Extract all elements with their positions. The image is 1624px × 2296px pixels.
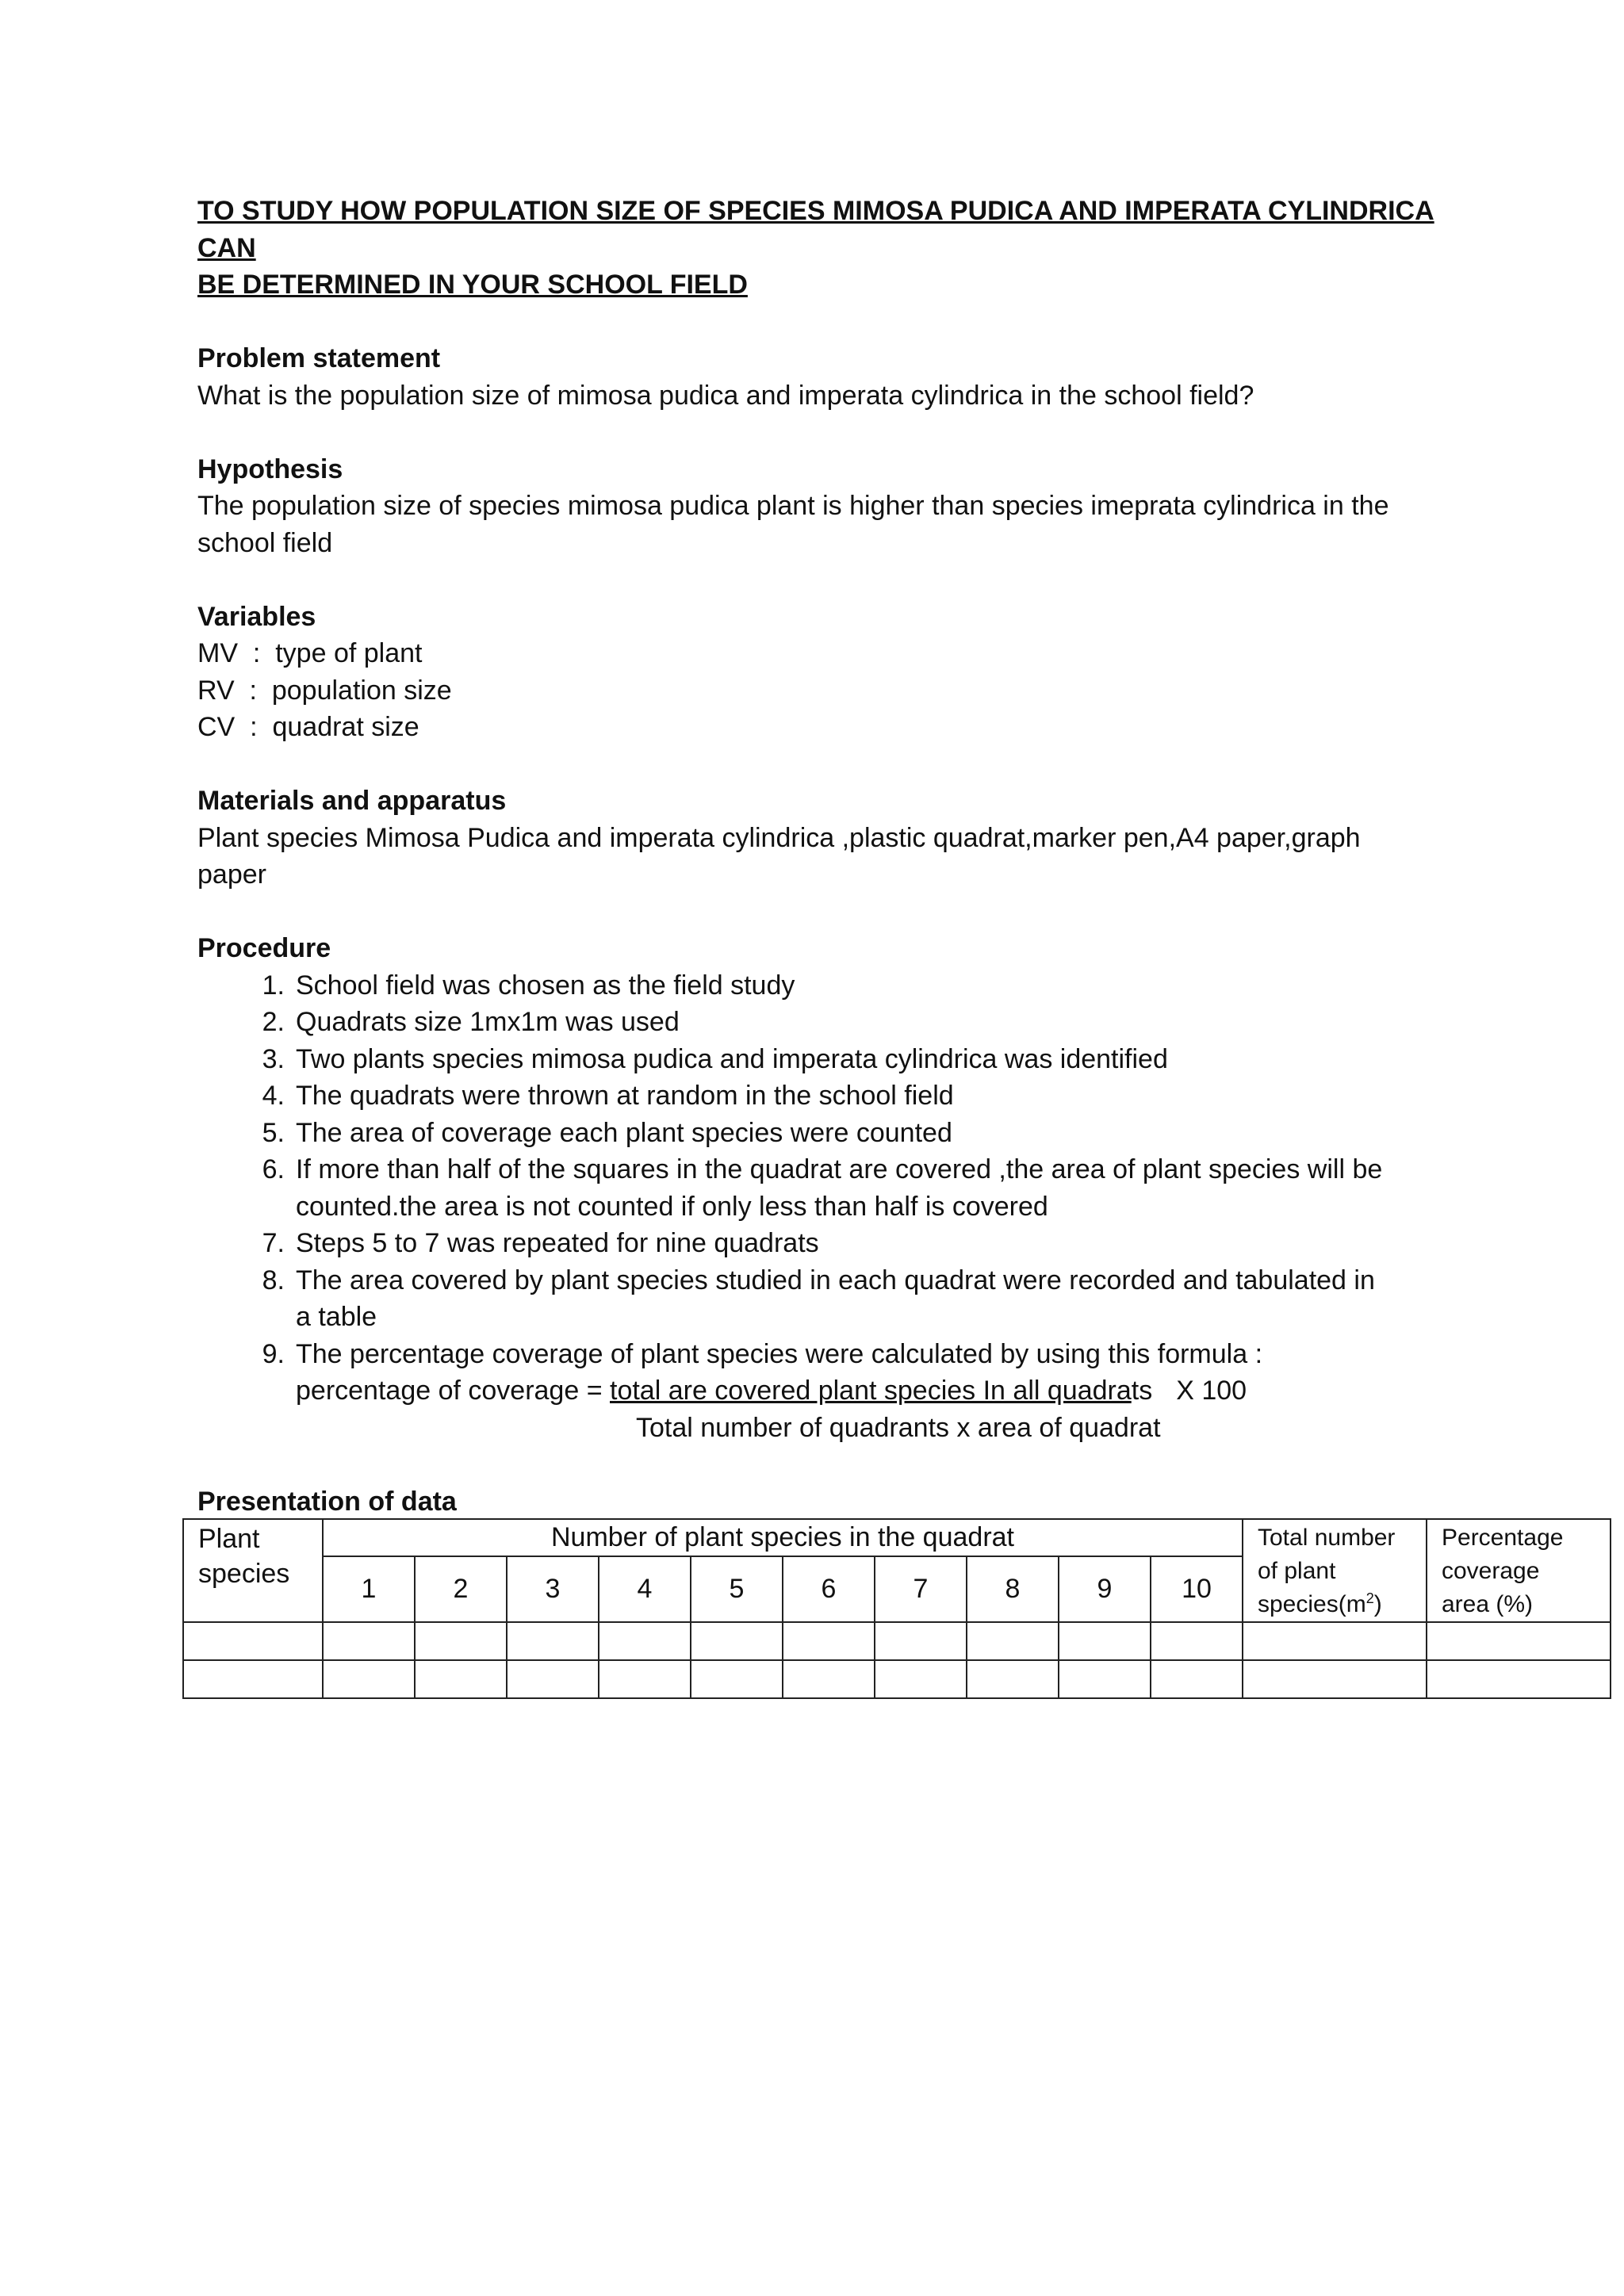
variables-section <box>197 599 1434 746</box>
step-text: Quadrats size 1mx1m was used <box>296 1007 680 1037</box>
quadrat-number: 6 <box>783 1556 875 1622</box>
materials-heading: Materials and apparatus <box>197 786 507 816</box>
quadrat-number: 2 <box>415 1556 507 1622</box>
total-number-header <box>1243 1519 1427 1622</box>
table-cell <box>323 1622 415 1660</box>
table-cell <box>875 1660 967 1698</box>
table-cell <box>783 1660 875 1698</box>
step-text: Two plants species mimosa pudica and imperata cylindrica was identified <box>296 1043 1168 1074</box>
table-row <box>183 1622 1611 1660</box>
step-text: The area covered by plant species studied in each quadrat were recorded and tabulated in <box>296 1265 1375 1295</box>
hypothesis-heading: Hypothesis <box>197 453 343 484</box>
pct-header-line-2: coverage <box>1442 1558 1540 1584</box>
variable-mv: MV : type of plant <box>197 638 423 668</box>
table-cell <box>323 1660 415 1698</box>
formula-denominator: Total number of quadrants x area of quadrat <box>636 1412 1161 1443</box>
table-cell <box>1427 1622 1611 1660</box>
step-number: 6. <box>262 1154 285 1184</box>
total-header-superscript: 2 <box>1365 1590 1374 1606</box>
procedure-heading: Procedure <box>197 933 331 963</box>
table-cell <box>415 1622 507 1660</box>
table-cell <box>1151 1622 1243 1660</box>
variable-cv: CV : quadrat size <box>197 712 419 742</box>
table-cell <box>1151 1660 1243 1698</box>
total-header-line-3: species(m <box>1258 1591 1366 1617</box>
step-number: 1. <box>262 970 285 1001</box>
table-cell <box>967 1660 1059 1698</box>
table-cell <box>415 1660 507 1698</box>
percentage-coverage-header <box>1427 1519 1611 1622</box>
total-header-close: ) <box>1373 1591 1382 1617</box>
total-header-line-2: of plant <box>1258 1558 1336 1584</box>
formula-prefix: percentage of coverage = <box>296 1376 610 1406</box>
quadrat-number: 7 <box>875 1556 967 1622</box>
quadrat-number: 3 <box>507 1556 599 1622</box>
step-number: 2. <box>262 1007 285 1037</box>
quadrat-number: 8 <box>967 1556 1059 1622</box>
table-cell <box>1059 1660 1151 1698</box>
procedure-step <box>197 1336 1434 1373</box>
data-table <box>182 1518 1611 1699</box>
table-cell <box>507 1660 599 1698</box>
table-cell <box>599 1622 691 1660</box>
number-of-species-header: Number of plant species in the quadrat <box>323 1519 1243 1556</box>
table-cell <box>691 1622 783 1660</box>
problem-text: What is the population size of mimosa pudica and imperata cylindrica in the school field? <box>197 380 1254 411</box>
formula-numerator: total are covered plant species In all quadra <box>610 1376 1132 1406</box>
procedure-step <box>197 967 1434 1004</box>
step-text: The area of coverage each plant species were counted <box>296 1117 952 1148</box>
step-text-continued: a table <box>296 1302 377 1332</box>
materials-line-2: paper <box>197 859 266 890</box>
step-text: If more than half of the squares in the quadrat are covered ,the area of plant species will be <box>296 1154 1383 1184</box>
quadrat-number: 10 <box>1151 1556 1243 1622</box>
step-number: 7. <box>262 1228 285 1258</box>
hypothesis-line-1: The population size of species mimosa pudica plant is higher than species imeprata cylindrica in the <box>197 491 1389 521</box>
step-text-continued: counted.the area is not counted if only less than half is covered <box>296 1191 1048 1222</box>
procedure-steps <box>197 967 1434 1373</box>
procedure-step <box>197 1151 1434 1225</box>
table-header-row <box>183 1519 1611 1556</box>
hypothesis-section <box>197 451 1434 562</box>
variables-heading: Variables <box>197 601 316 632</box>
step-number: 4. <box>262 1081 285 1111</box>
pct-header-line-1: Percentage <box>1442 1525 1564 1551</box>
plant-header-line-1: Plant <box>198 1524 260 1554</box>
procedure-step <box>197 1077 1434 1115</box>
table-cell <box>967 1622 1059 1660</box>
document-title-line-2: BE DETERMINED IN YOUR SCHOOL FIELD <box>197 270 748 300</box>
table-cell <box>1243 1660 1427 1698</box>
procedure-step <box>197 1004 1434 1041</box>
quadrat-number: 4 <box>599 1556 691 1622</box>
table-cell <box>691 1660 783 1698</box>
step-number: 8. <box>262 1265 285 1295</box>
hypothesis-line-2: school field <box>197 527 333 558</box>
step-text: School field was chosen as the field study <box>296 970 795 1001</box>
table-cell <box>1243 1622 1427 1660</box>
pct-header-line-3: area (%) <box>1442 1591 1534 1617</box>
step-text: Steps 5 to 7 was repeated for nine quadrats <box>296 1228 819 1258</box>
formula-numerator-line <box>197 1372 1434 1410</box>
table-cell <box>783 1622 875 1660</box>
total-header-line-1: Total number <box>1258 1525 1396 1551</box>
step-number: 5. <box>262 1117 285 1148</box>
formula-multiplier: X 100 <box>1176 1376 1247 1406</box>
plant-header-line-2: species <box>198 1559 290 1589</box>
problem-heading: Problem statement <box>197 343 441 373</box>
step-number: 3. <box>262 1043 285 1074</box>
table-cell <box>507 1622 599 1660</box>
table-cell <box>183 1660 323 1698</box>
procedure-step <box>197 1115 1434 1152</box>
step-text: The quadrats were thrown at random in the school field <box>296 1081 954 1111</box>
presentation-heading: Presentation of data <box>197 1486 457 1517</box>
table-row <box>183 1660 1611 1698</box>
document-title-line-1: TO STUDY HOW POPULATION SIZE OF SPECIES MIMOSA PUDICA AND IMPERATA CYLINDRICA CAN <box>197 196 1434 263</box>
procedure-step <box>197 1225 1434 1262</box>
procedure-step <box>197 1262 1434 1336</box>
table-cell <box>875 1622 967 1660</box>
quadrat-number: 1 <box>323 1556 415 1622</box>
materials-line-1: Plant species Mimosa Pudica and imperata cylindrica ,plastic quadrat,marker pen,A4 paper,graph <box>197 822 1361 853</box>
step-text: The percentage coverage of plant species were calculated by using this formula : <box>296 1338 1263 1369</box>
plant-species-header <box>183 1519 323 1622</box>
table-cell <box>599 1660 691 1698</box>
materials-section <box>197 783 1434 894</box>
problem-section <box>197 340 1434 414</box>
quadrat-number: 5 <box>691 1556 783 1622</box>
table-cell <box>183 1622 323 1660</box>
variable-rv: RV : population size <box>197 675 452 706</box>
presentation-section <box>197 1483 1434 1521</box>
document-content <box>197 193 1434 1520</box>
quadrat-number: 9 <box>1059 1556 1151 1622</box>
procedure-step <box>197 1041 1434 1078</box>
step-number: 9. <box>262 1338 285 1369</box>
formula-numerator-tail: ts <box>1131 1376 1153 1406</box>
table-cell <box>1427 1660 1611 1698</box>
table-cell <box>1059 1622 1151 1660</box>
procedure-section <box>197 930 1434 1446</box>
